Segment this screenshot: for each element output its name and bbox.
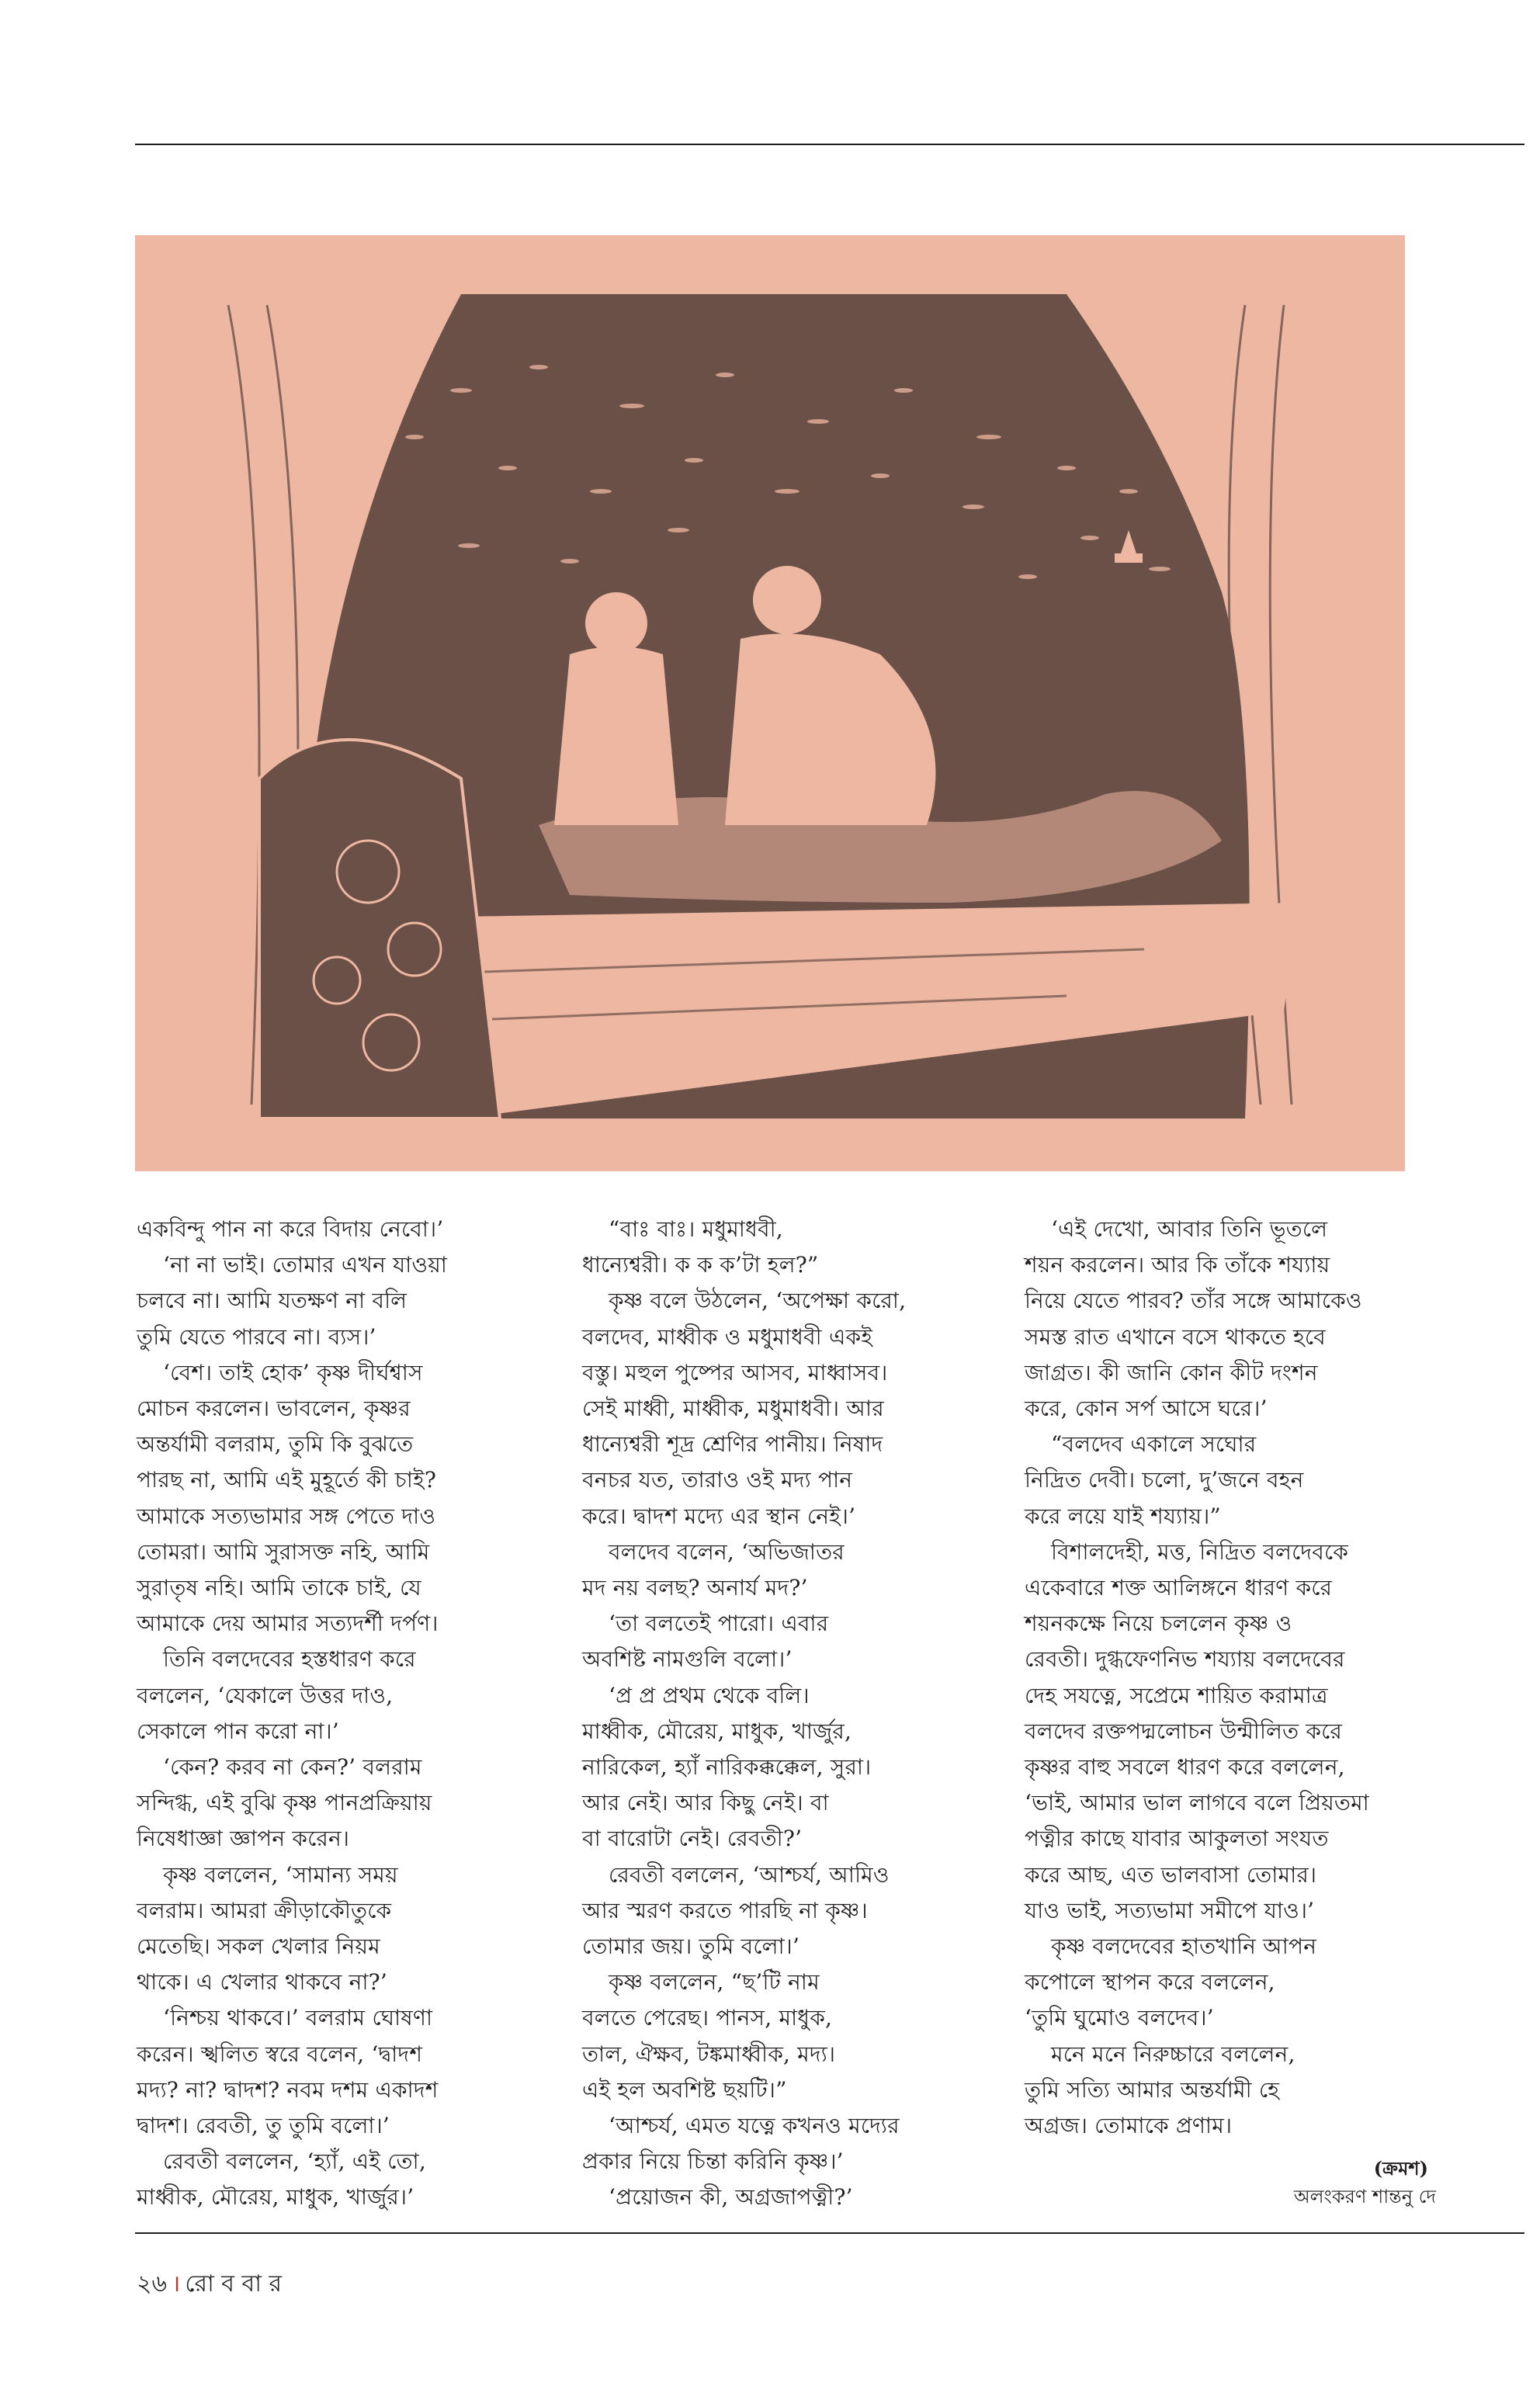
magazine-name: রো ব বা র	[185, 2270, 282, 2298]
text-line: চলবে না। আমি যতক্ষণ না বলি	[137, 1288, 408, 1314]
text-line: আর নেই। আর কিছু নেই। বা	[582, 1790, 829, 1816]
text-line: থাকে। এ খেলার থাকবে না?’	[137, 1969, 387, 1996]
text-line: কৃষ্ণ বলদেবের হাতখানি আপন	[1051, 1933, 1317, 1960]
text-line: দ্বাদশ। রেবতী, তু তুমি বলো।’	[137, 2113, 390, 2139]
text-line: করে, কোন সর্প আসে ঘরে।’	[1025, 1396, 1268, 1422]
text-line: বস্তু। মহুল পুষ্পের আসব, মাধ্বাসব।	[582, 1359, 888, 1386]
text-line: বলদেব বলেন, ‘অভিজাতর	[609, 1538, 845, 1565]
text-line: ‘প্র প্র প্রথম থেকে বলি।	[609, 1682, 810, 1708]
text-line: সন্দিগ্ধ, এই বুঝি কৃষ্ণ পানপ্রক্রিয়ায়	[137, 1790, 432, 1816]
text-line: ‘তুমি ঘুমোও বলদেব।’	[1025, 2005, 1214, 2031]
text-line: তুমি যেতে পারবে না। ব্যস।’	[137, 1323, 376, 1350]
text-line: কৃষ্ণ বলে উঠলেন, ‘অপেক্ষা করো,	[609, 1288, 907, 1314]
text-line: পারছ না, আমি এই মুহূর্তে কী চাই?	[137, 1467, 437, 1493]
text-line: বা বারোটা নেই। রেবতী?’	[582, 1826, 803, 1852]
text-line: আমাকে সত্যভামার সঙ্গ পেতে দাও	[137, 1503, 436, 1529]
text-line: তিনি বলদেবের হস্তধারণ করে	[163, 1646, 416, 1673]
text-line: মাধ্বীক, মৌরেয়, মাধুক, খার্জুর।’	[137, 2184, 414, 2211]
text-line: অবশিষ্ট নামগুলি বলো।’	[582, 1646, 793, 1673]
text-line: ধান্যেশ্বরী। ক ক ক’টা হল?”	[582, 1252, 819, 1278]
text-line: কপোলে স্থাপন করে বললেন,	[1025, 1969, 1275, 1996]
text-line: তুমি সত্যি আমার অন্তর্যামী হে	[1025, 2076, 1280, 2103]
text-line: অন্তর্যামী বলরাম, তুমি কি বুঝতে	[137, 1431, 414, 1458]
text-line: ‘এই দেখো, আবার তিনি ভূতলে	[1051, 1216, 1328, 1242]
text-line: করে আছ, এত ভালবাসা তোমার।	[1025, 1861, 1317, 1888]
text-line: ‘তা বলতেই পারো। এবার	[609, 1611, 829, 1637]
text-line: নিয়ে যেতে পারব? তাঁর সঙ্গে আমাকেও	[1025, 1288, 1362, 1314]
text-line: জাগ্রত। কী জানি কোন কীট দংশন	[1025, 1359, 1318, 1386]
text-line: বনচর যত, তারাও ওই মদ্য পান	[582, 1467, 853, 1493]
illustration-credit: অলংকরণ শান্তনু দে	[1293, 2186, 1436, 2207]
text-line: একেবারে শক্ত আলিঙ্গনে ধারণ করে	[1025, 1575, 1333, 1601]
text-line: আর স্মরণ করতে পারছি না কৃষ্ণ।	[582, 1897, 868, 1923]
text-line: ‘আশ্চর্য, এমত যত্নে কখনও মদ্যের	[609, 2113, 900, 2139]
text-line: আমাকে দেয় আমার সত্যদর্শী দর্পণ।	[137, 1611, 439, 1637]
text-line: যাও ভাই, সত্যভামা সমীপে যাও।’	[1025, 1897, 1315, 1923]
text-line: নিষেধাজ্ঞা জ্ঞাপন করেন।	[137, 1826, 350, 1852]
text-line: ‘প্রয়োজন কী, অগ্রজাপত্নী?’	[609, 2184, 853, 2211]
text-line: ধান্যেশ্বরী শূদ্র শ্রেণির পানীয়। নিষাদ	[582, 1431, 883, 1458]
text-line: নারিকেল, হ্যাঁ নারিকক্কক্কেল, সুরা।	[582, 1754, 872, 1781]
text-line: ‘বেশ। তাই হোক’ কৃষ্ণ দীর্ঘশ্বাস	[163, 1359, 423, 1386]
illustration-frame	[135, 235, 1405, 1171]
text-line: অগ্রজ। তোমাকে প্রণাম।	[1025, 2113, 1233, 2139]
footer-separator: ।	[172, 2270, 181, 2298]
text-line: ‘নিশ্চয় থাকবে।’ বলরাম ঘোষণা	[163, 2005, 433, 2031]
text-line: “বাঃ বাঃ। মধুমাধবী,	[609, 1216, 783, 1242]
serial-note: (ক্রমশ)	[1373, 2157, 1428, 2180]
text-line: কৃষ্ণ বললেন, ‘সামান্য সময়	[163, 1861, 398, 1888]
text-line: নিদ্রিত দেবী। চলো, দু’জনে বহন	[1025, 1467, 1304, 1493]
text-line: বললেন, ‘যেকালে উত্তর দাও,	[137, 1682, 394, 1708]
text-line: একবিন্দু পান না করে বিদায় নেবো।’	[137, 1216, 444, 1242]
text-line: মেতেছি। সকল খেলার নিয়ম	[137, 1933, 380, 1960]
text-line: মদ্য? না? দ্বাদশ? নবম দশম একাদশ	[137, 2076, 439, 2103]
text-line: এই হল অবশিষ্ট ছয়টি।”	[582, 2076, 787, 2103]
text-line: মদ নয় বলছ? অনার্য মদ?’	[582, 1575, 808, 1601]
text-column-1	[137, 1212, 525, 2216]
text-line: রেবতী বললেন, ‘আশ্চর্য, আমিও	[609, 1861, 890, 1888]
text-line: তাল, ঐক্ষব, টঙ্কমাধ্বীক, মদ্য।	[582, 2041, 836, 2067]
text-line: কৃষ্ণ বললেন, “ছ’টি নাম	[609, 1969, 820, 1996]
text-line: মোচন করলেন। ভাবলেন, কৃষ্ণর	[137, 1396, 411, 1422]
page-number: ২৬	[137, 2270, 168, 2298]
bottom-rule	[135, 2232, 1524, 2234]
text-line: কৃষ্ণর বাহু সবলে ধারণ করে বললেন,	[1025, 1754, 1345, 1781]
text-line: ‘কেন? করব না কেন?’ বলরাম	[163, 1754, 422, 1781]
text-line: তোমরা। আমি সুরাসক্ত নহি, আমি	[137, 1538, 430, 1565]
text-line: করে লয়ে যাই শয্যায়।”	[1025, 1503, 1221, 1529]
text-line: শয়নকক্ষে নিয়ে চললেন কৃষ্ণ ও	[1025, 1611, 1292, 1637]
text-line: মনে মনে নিরুচ্চারে বললেন,	[1051, 2041, 1295, 2067]
text-line: সমস্ত রাত এখানে বসে থাকতে হবে	[1025, 1323, 1326, 1350]
text-line: “বলদেব একালে সঘোর	[1051, 1431, 1257, 1458]
text-line: মাধ্বীক, মৌরেয়, মাধুক, খার্জুর,	[582, 1718, 852, 1744]
text-line: সেই মাধ্বী, মাধ্বীক, মধুমাধবী। আর	[582, 1396, 884, 1422]
text-line: রেবতী। দুগ্ধফেণনিভ শয্যায় বলদেবের	[1025, 1646, 1345, 1673]
illustration-two-women-bedside	[135, 235, 1405, 1171]
text-line: ‘না না ভাই। তোমার এখন যাওয়া	[163, 1252, 448, 1278]
text-line: বলদেব, মাধ্বীক ও মধুমাধবী একই	[582, 1323, 872, 1350]
text-column-2	[582, 1212, 970, 2216]
text-line: বলতে পেরেছ। পানস, মাধুক,	[582, 2005, 833, 2031]
text-line: করেন। স্খলিত স্বরে বলেন, ‘দ্বাদশ	[137, 2041, 423, 2067]
text-line: প্রকার নিয়ে চিন্তা করিনি কৃষ্ণ।’	[582, 2148, 844, 2175]
text-line: দেহ সযত্নে, সপ্রেমে শায়িত করামাত্র	[1025, 1682, 1328, 1708]
text-line: পত্নীর কাছে যাবার আকুলতা সংযত	[1025, 1826, 1329, 1852]
text-line: সেকালে পান করো না।’	[137, 1718, 339, 1744]
text-column-3	[1025, 1212, 1413, 2144]
text-line: তোমার জয়। তুমি বলো।’	[582, 1933, 800, 1960]
text-line: রেবতী বললেন, ‘হ্যাঁ, এই তো,	[163, 2148, 426, 2175]
top-rule	[135, 144, 1524, 145]
text-line: ‘ভাই, আমার ভাল লাগবে বলে প্রিয়তমা	[1025, 1790, 1369, 1816]
text-line: শয়ন করলেন। আর কি তাঁকে শয্যায়	[1025, 1252, 1330, 1278]
page-footer	[137, 2265, 282, 2305]
text-line: করে। দ্বাদশ মদ্যে এর স্থান নেই।’	[582, 1503, 856, 1529]
text-line: বলদেব রক্তপদ্মলোচন উন্মীলিত করে	[1025, 1718, 1343, 1744]
text-line: বিশালদেহী, মত্ত, নিদ্রিত বলদেবকে	[1051, 1538, 1349, 1565]
text-line: সুরাতৃষ নহি। আমি তাকে চাই, যে	[137, 1575, 421, 1601]
text-line: বলরাম। আমরা ক্রীড়াকৌতুকে	[137, 1897, 392, 1923]
